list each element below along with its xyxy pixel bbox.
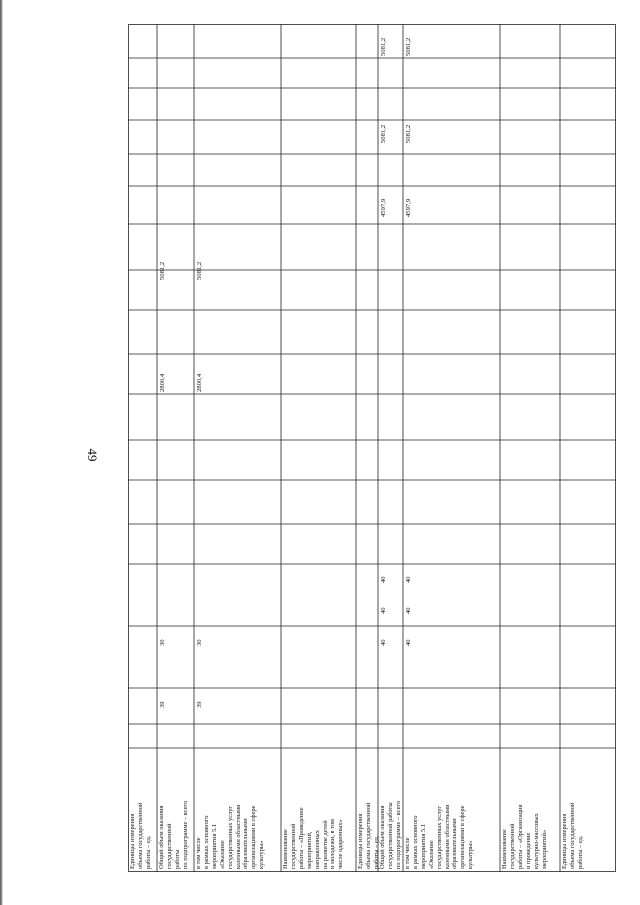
table-cell-value: 4597,9 bbox=[405, 198, 412, 217]
table-cell-value: 2800,4 bbox=[159, 373, 166, 392]
table-cell-value: 39 bbox=[196, 701, 203, 708]
table-cell-value: 39 bbox=[159, 701, 166, 708]
table-cell-value: 40 bbox=[405, 576, 412, 583]
table-cell-value: 40 bbox=[380, 607, 387, 614]
table-cell-value: 5081,2 bbox=[405, 124, 412, 143]
row-label: Единицы измерения объема государственной работы – ед. bbox=[129, 802, 152, 869]
table-cell-value: 40 bbox=[405, 639, 412, 646]
row-label: Единицы измерения объема государственной работы – ед. bbox=[357, 802, 380, 869]
row-label: в том числе в рамках основного мероприятия 5.1 «Оказание государственных услуг казенными областными образовательными организациями в сфере культуры» bbox=[404, 804, 475, 869]
row-label: в том числе в рамках основного мероприятия 5.1 «Оказание государственных услуг казенными областными образовательными организациями в сфере культуры» bbox=[195, 804, 266, 869]
rotated-table bbox=[128, 24, 616, 872]
table-cell-value: 40 bbox=[380, 639, 387, 646]
table-cell-value: 2800,4 bbox=[196, 373, 203, 392]
table-cell-value: 4597,9 bbox=[380, 198, 387, 217]
row-label: Наименование государственной работы – «Организация и проведение культурно-массовых мероприятий» bbox=[501, 804, 548, 869]
table-cell-value: 5081,2 bbox=[380, 124, 387, 143]
row-label: Общий объем оказания государственной работы по подпрограмме – всего bbox=[158, 800, 189, 869]
table-cell-value: 5081,2 bbox=[159, 261, 166, 280]
table-cell-value: 5081,2 bbox=[380, 37, 387, 56]
table-cell-value: 40 bbox=[405, 607, 412, 614]
scan-edge bbox=[0, 0, 3, 905]
table-text-layer bbox=[128, 24, 616, 872]
table-cell-value: 40 bbox=[380, 576, 387, 583]
table-cell-value: 30 bbox=[159, 639, 166, 646]
row-label: Наименование государственной работы – «Проведение мероприятий, направленных на развитие детей и молодежи, в том числе одаренных» bbox=[282, 807, 345, 869]
table-cell-value: 5081,2 bbox=[405, 37, 412, 56]
table-cell-value: 5081,2 bbox=[196, 261, 203, 280]
page-number: 49 bbox=[85, 448, 100, 462]
row-label: Общий объем оказания государственной работы по подпрограмме – всего bbox=[379, 800, 402, 869]
row-label: Единицы измерения объема государственной работы – ед. bbox=[561, 802, 584, 869]
table-cell-value: 30 bbox=[196, 639, 203, 646]
